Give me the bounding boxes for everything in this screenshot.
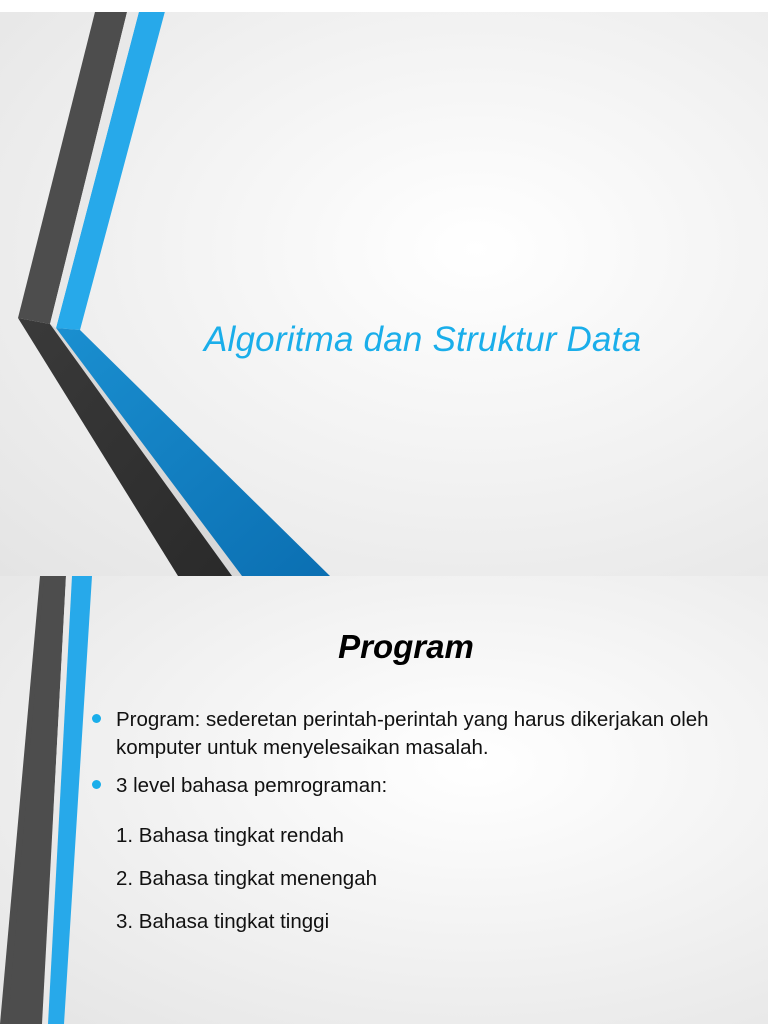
title-slide: [0, 12, 768, 576]
bullet-item: [92, 706, 752, 762]
bullet-text: Program: sederetan perintah-perintah yang harus dikerjakan oleh komputer untuk menyelesaikan masalah.: [116, 708, 709, 759]
slide-title: Algoritma dan Struktur Data: [204, 320, 642, 359]
content-slide: [0, 576, 768, 1024]
bullet-text: 3 level bahasa pemrograman:: [116, 774, 388, 797]
slide-title: Program: [338, 628, 474, 665]
bullet-item: [92, 772, 752, 800]
chevron-stripes-decoration: [0, 12, 768, 576]
sub-item: 1. Bahasa tingkat rendah: [116, 824, 344, 847]
sub-item: 2. Bahasa tingkat menengah: [116, 867, 377, 890]
sub-item: 3. Bahasa tingkat tinggi: [116, 910, 330, 933]
sub-item-list: [116, 822, 377, 951]
bullet-list: [92, 706, 752, 810]
bullet-icon: [92, 780, 101, 789]
bullet-icon: [92, 714, 101, 723]
